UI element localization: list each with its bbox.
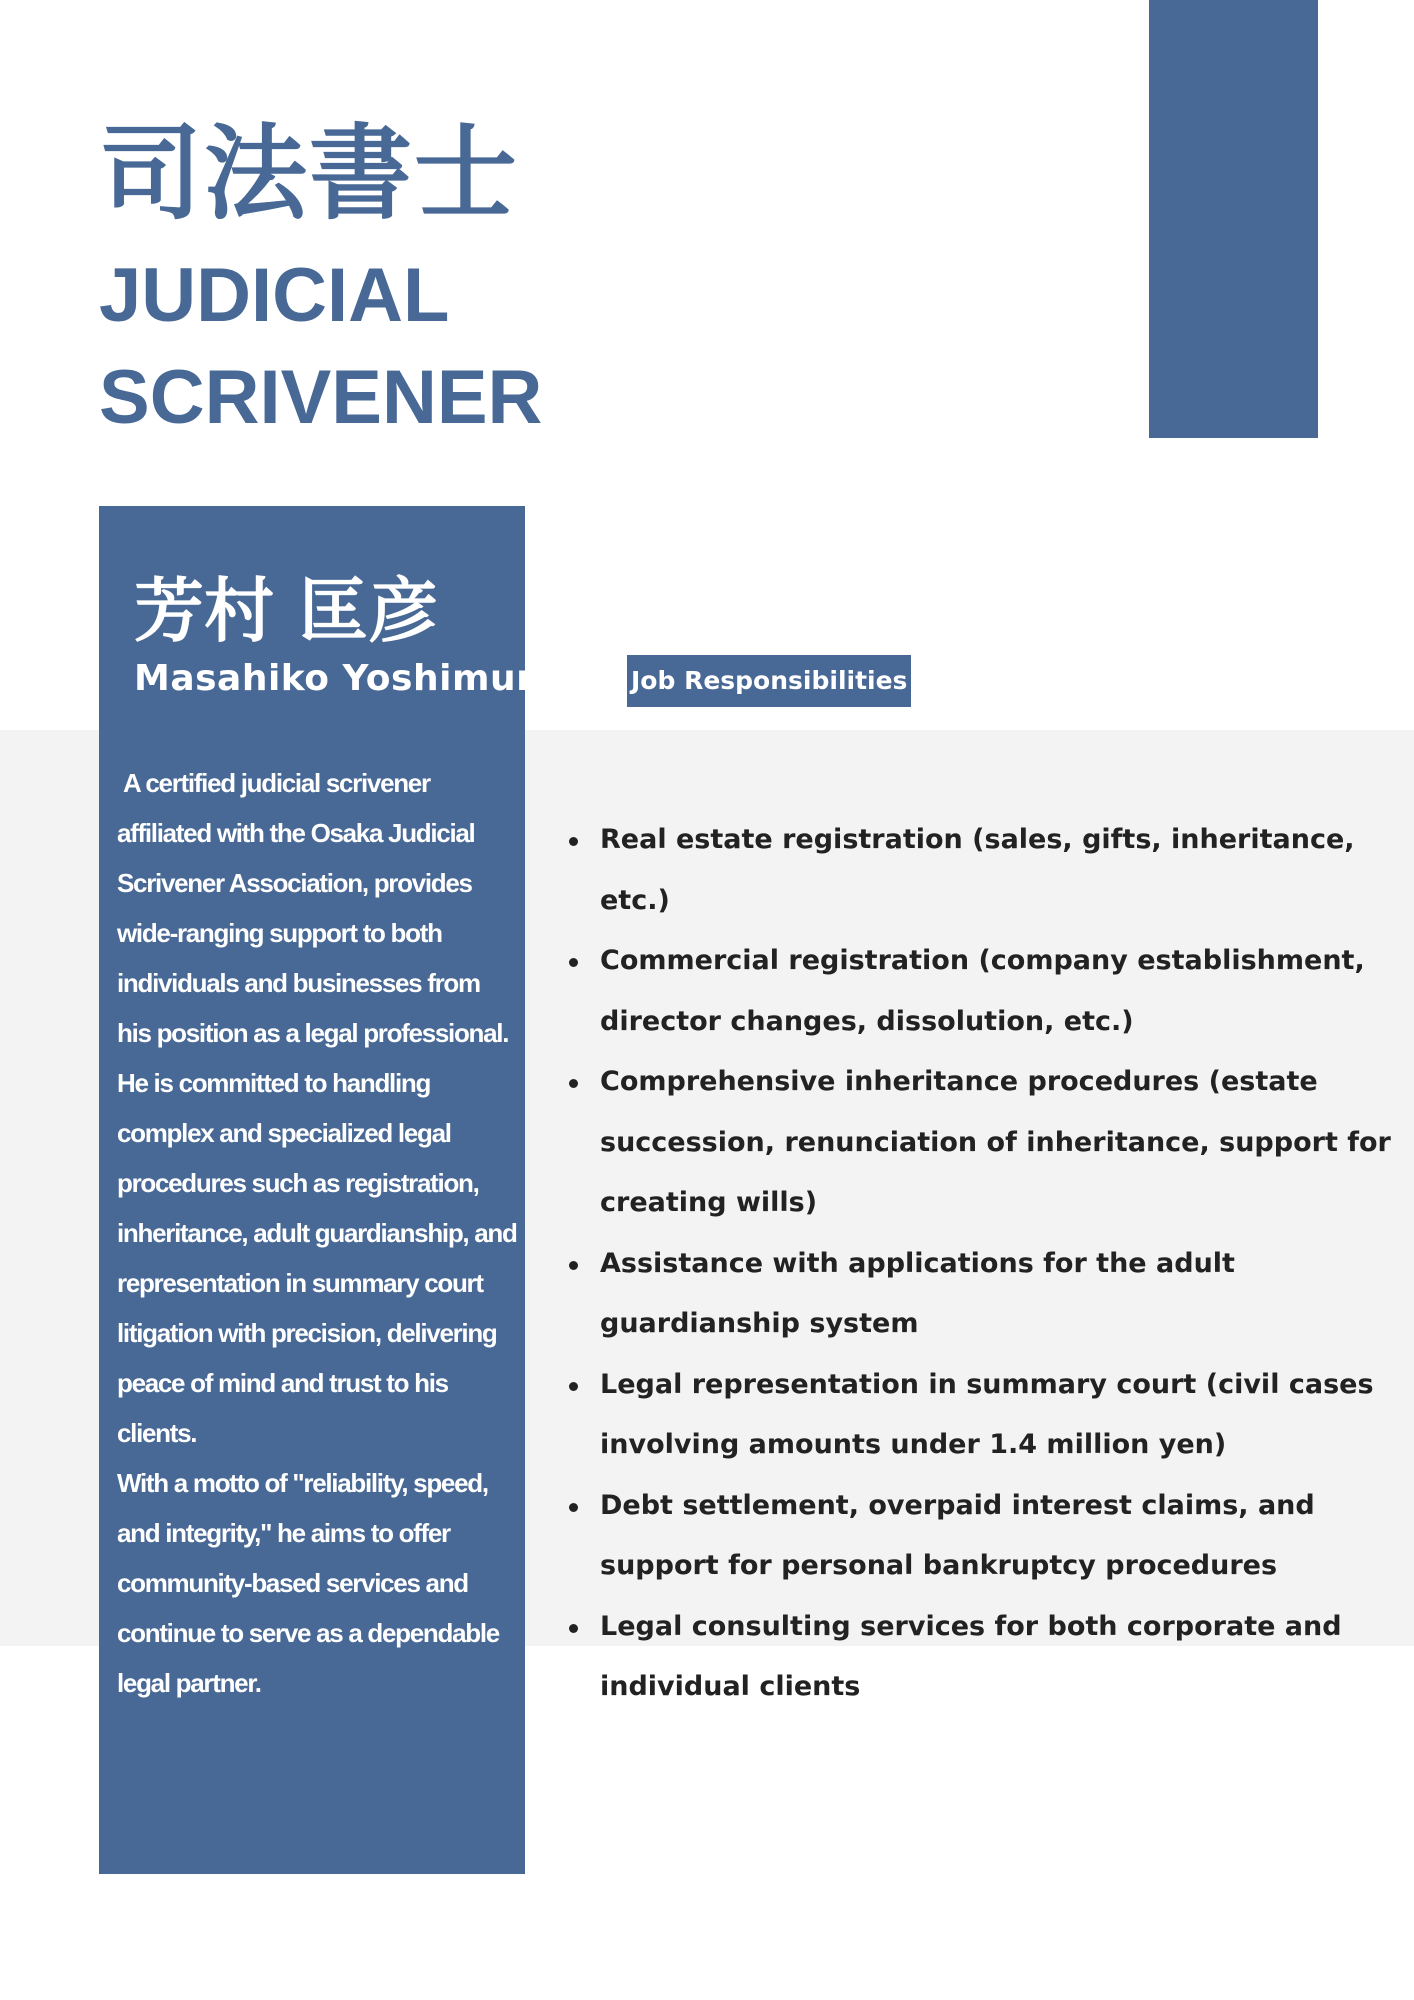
- responsibilities-heading: Job Responsibilities: [627, 655, 911, 707]
- name-english: Masahiko Yoshimura: [134, 658, 560, 699]
- bio-paragraph: With a motto of "reliability, speed, and integrity," he aims to offer community-based services and continue to serve as a dependable legal partner.: [117, 1468, 499, 1698]
- list-item: Legal representation in summary court (civil cases involving amounts under 1.4 million yen): [562, 1355, 1402, 1476]
- list-item: Comprehensive inheritance procedures (estate succession, renunciation of inheritance, support for creating wills): [562, 1052, 1402, 1234]
- list-item: Commercial registration (company establishment, director changes, dissolution, etc.): [562, 931, 1402, 1052]
- title-english-line-1: JUDICIAL: [99, 253, 450, 338]
- title-english: [99, 245, 542, 449]
- bio-paragraph: A certified judicial scrivener affiliated with the Osaka Judicial Scrivener Association, provides wide-ranging support to both individuals and businesses from his position as a legal professional.: [117, 768, 509, 1048]
- responsibilities-list: [562, 810, 1402, 1718]
- title-english-line-2: SCRIVENER: [99, 355, 543, 440]
- title-japanese: 司法書士: [99, 114, 519, 234]
- decorative-bar: [1149, 0, 1318, 438]
- list-item: Legal consulting services for both corporate and individual clients: [562, 1597, 1402, 1718]
- bio-text: [117, 758, 517, 1708]
- profile-panel: [99, 506, 560, 1874]
- list-item: Debt settlement, overpaid interest claims, and support for personal bankruptcy procedures: [562, 1476, 1402, 1597]
- name-japanese: 芳村 匡彦: [134, 570, 439, 652]
- list-item: Assistance with applications for the adult guardianship system: [562, 1234, 1402, 1355]
- list-item: Real estate registration (sales, gifts, inheritance, etc.): [562, 810, 1402, 931]
- bio-paragraph: He is committed to handling complex and specialized legal procedures such as registration, inheritance, adult guardianship, and representation in summary court litigation with precision, delivering peace of mind and trust to his clients.: [117, 1068, 517, 1448]
